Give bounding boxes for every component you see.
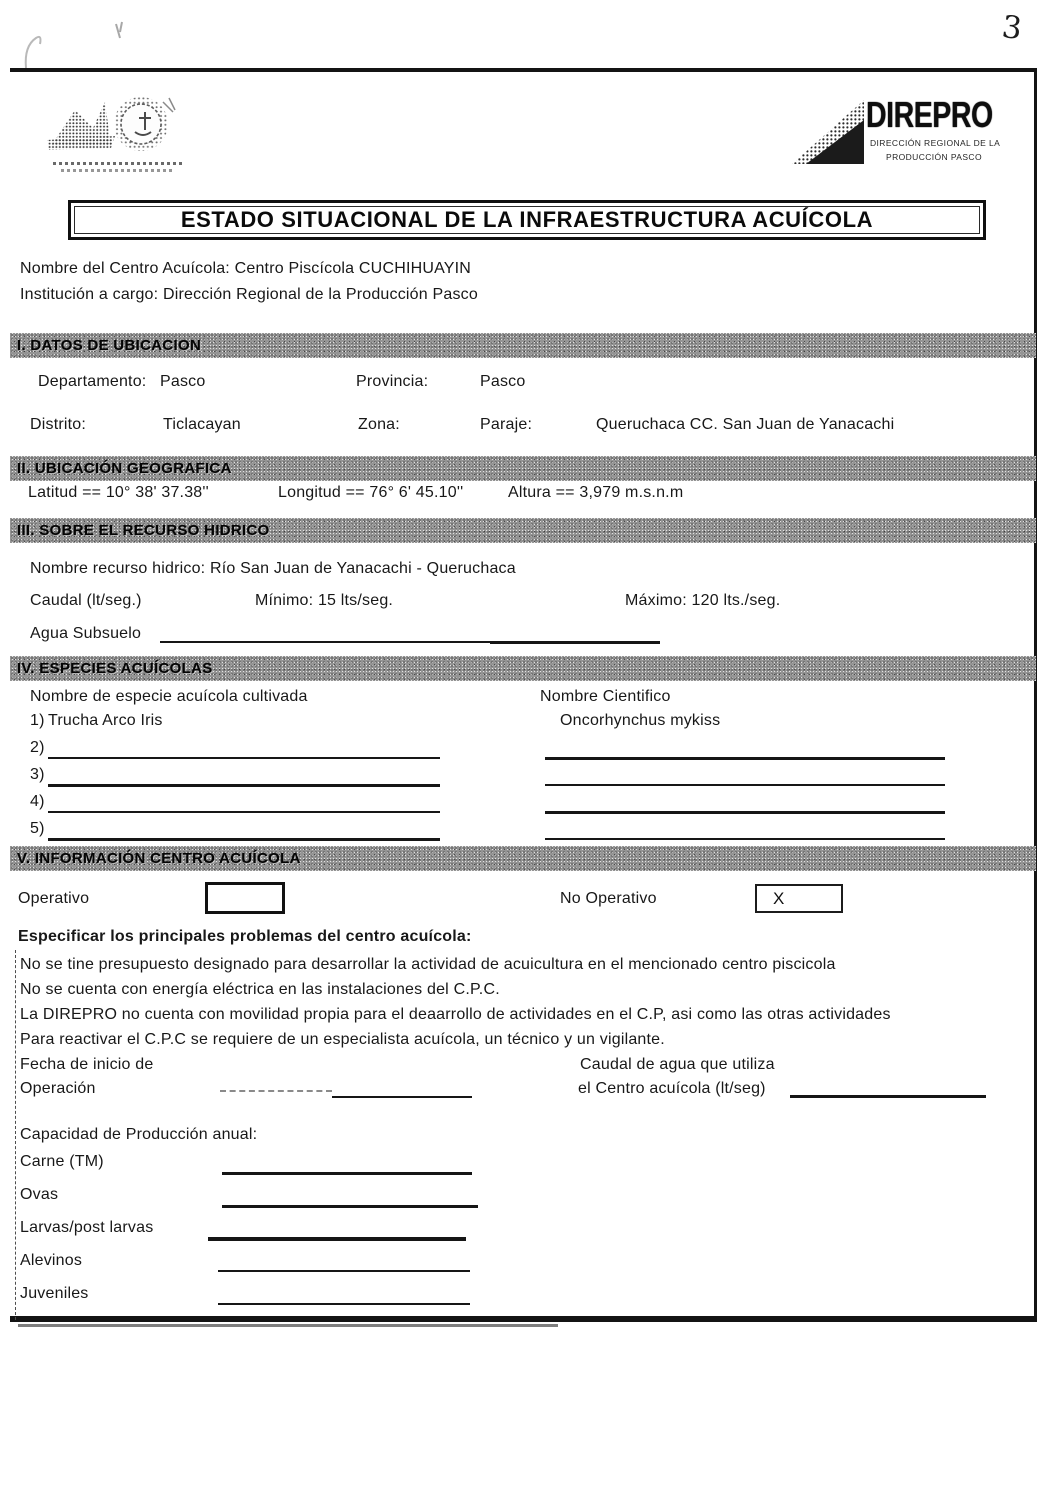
operativo-label: Operativo bbox=[18, 890, 90, 907]
longitud-value: Longitud == 76° 6' 45.10'' bbox=[278, 484, 464, 501]
bottom-rule-smear bbox=[18, 1324, 558, 1327]
caudal-label: Caudal (lt/seg.) bbox=[30, 592, 142, 609]
section-5-heading: V. INFORMACIÓN CENTRO ACUÍCOLA bbox=[17, 850, 301, 867]
section-5-band bbox=[10, 846, 1036, 871]
recurso-hidrico-line: Nombre recurso hidrico: Río San Juan de Yanacachi - Queruchaca bbox=[30, 560, 516, 577]
institucion-line: Institución a cargo: Dirección Regional de la Producción Pasco bbox=[20, 286, 478, 303]
paraje-value: Queruchaca CC. San Juan de Yanacachi bbox=[596, 416, 895, 433]
departamento-value: Pasco bbox=[160, 373, 206, 390]
caudal-utiliza-label-1: Caudal de agua que utiliza bbox=[580, 1056, 775, 1073]
direpro-mountain-icon bbox=[790, 98, 870, 170]
caudal-utiliza-line[interactable] bbox=[790, 1095, 986, 1098]
capacidad-juveniles-label: Juveniles bbox=[20, 1285, 89, 1302]
handwritten-page-number: 3 bbox=[999, 8, 1024, 48]
capacidad-alevinos-line[interactable] bbox=[218, 1270, 470, 1272]
capacidad-heading: Capacidad de Producción anual: bbox=[20, 1126, 258, 1143]
section-4-heading: IV. ESPECIES ACUÍCOLAS bbox=[17, 660, 213, 677]
fecha-inicio-line[interactable] bbox=[332, 1096, 472, 1098]
caudal-maximo-value: Máximo: 120 lts./seg. bbox=[625, 592, 781, 609]
left-logo-caption-line2 bbox=[61, 169, 173, 172]
problem-line-2: No se cuenta con energía eléctrica en las instalaciones del C.P.C. bbox=[20, 981, 500, 998]
provincia-label: Provincia: bbox=[356, 373, 429, 390]
especie-row-1-num: 1) bbox=[30, 712, 45, 729]
cientifico-row-5-line[interactable] bbox=[545, 838, 945, 840]
regional-emblem-icon bbox=[45, 88, 195, 160]
cientifico-row-2-line[interactable] bbox=[545, 757, 945, 760]
capacidad-carne-label: Carne (TM) bbox=[20, 1153, 104, 1170]
no-operativo-label: No Operativo bbox=[560, 890, 657, 907]
capacidad-larvas-label: Larvas/post larvas bbox=[20, 1219, 154, 1236]
section-2-heading: II. UBICACIÓN GEOGRAFICA bbox=[17, 460, 232, 477]
fecha-inicio-line-faint[interactable] bbox=[220, 1088, 332, 1092]
section-4-band bbox=[10, 656, 1036, 681]
capacidad-larvas-line[interactable] bbox=[208, 1237, 466, 1241]
form-title-box bbox=[68, 200, 986, 240]
latitud-value: Latitud == 10° 38' 37.38'' bbox=[28, 484, 209, 501]
problems-heading: Especificar los principales problemas del centro acuícola: bbox=[18, 928, 472, 945]
section-3-heading: III. SOBRE EL RECURSO HIDRICO bbox=[17, 522, 270, 539]
section-3-band bbox=[10, 518, 1036, 543]
especie-row-5-num: 5) bbox=[30, 820, 45, 837]
especie-row-4-line[interactable] bbox=[48, 811, 440, 813]
cientifico-row-3-line[interactable] bbox=[545, 784, 945, 786]
altura-value: Altura == 3,979 m.s.n.m bbox=[508, 484, 684, 501]
regional-emblem-logo bbox=[45, 88, 195, 188]
form-title-inner-border bbox=[74, 206, 980, 234]
problem-line-3: La DIREPRO no cuenta con movilidad propia para el deaarrollo de actividades en el C.P, asi como las otras actividades bbox=[20, 1006, 891, 1023]
section-1-heading: I. DATOS DE UBICACION bbox=[17, 337, 202, 354]
left-logo-caption-line1 bbox=[53, 162, 185, 165]
capacidad-carne-line[interactable] bbox=[222, 1172, 472, 1175]
especie-row-3-line[interactable] bbox=[48, 784, 440, 787]
distrito-label: Distrito: bbox=[30, 416, 87, 433]
direpro-logo bbox=[790, 92, 1005, 182]
bottom-rule bbox=[10, 1316, 1037, 1322]
paraje-label: Paraje: bbox=[480, 416, 533, 433]
no-operativo-checkbox[interactable]: X bbox=[755, 884, 843, 913]
especie-row-1-value: Trucha Arco Iris bbox=[48, 712, 163, 729]
section-1-band bbox=[10, 333, 1036, 358]
agua-subsuelo-line-2[interactable] bbox=[490, 641, 660, 644]
centro-acuicola-line: Nombre del Centro Acuícola: Centro Piscícola CUCHIHUAYIN bbox=[20, 260, 472, 277]
caudal-utiliza-label-2: el Centro acuícola (lt/seg) bbox=[578, 1080, 766, 1097]
top-rule bbox=[10, 68, 1037, 72]
especie-row-2-line[interactable] bbox=[48, 757, 440, 759]
form-title: ESTADO SITUACIONAL DE LA INFRAESTRUCTURA ACUÍCOLA bbox=[180, 207, 874, 232]
provincia-value: Pasco bbox=[480, 373, 526, 390]
capacidad-ovas-line[interactable] bbox=[222, 1205, 478, 1208]
direpro-subtitle-1: DIRECCIÓN REGIONAL DE LA bbox=[870, 138, 1001, 148]
agua-subsuelo-line[interactable] bbox=[160, 641, 490, 643]
right-rule bbox=[1034, 68, 1037, 1322]
agua-subsuelo-label: Agua Subsuelo bbox=[30, 625, 142, 642]
especie-col-header: Nombre de especie acuícola cultivada bbox=[30, 688, 308, 705]
capacidad-juveniles-line[interactable] bbox=[218, 1303, 470, 1305]
especie-row-5-line[interactable] bbox=[48, 838, 440, 841]
operativo-checkbox[interactable] bbox=[205, 882, 285, 914]
left-dotted-rail bbox=[15, 950, 16, 1320]
fecha-inicio-label-1: Fecha de inicio de bbox=[20, 1056, 154, 1073]
caudal-minimo-value: Mínimo: 15 lts/seg. bbox=[255, 592, 394, 609]
especie-row-3-num: 3) bbox=[30, 766, 45, 783]
direpro-subtitle-2: PRODUCCIÓN PASCO bbox=[886, 152, 982, 162]
cientifico-row-4-line[interactable] bbox=[545, 811, 945, 814]
section-2-band bbox=[10, 456, 1036, 481]
direpro-wordmark: DIREPRO bbox=[866, 94, 993, 136]
especie-row-2-num: 2) bbox=[30, 739, 45, 756]
fecha-inicio-label-2: Operación bbox=[20, 1080, 96, 1097]
capacidad-alevinos-label: Alevinos bbox=[20, 1252, 83, 1269]
distrito-value: Ticlacayan bbox=[163, 416, 241, 433]
problem-line-1: No se tine presupuesto designado para desarrollar la actividad de acuicultura en el mencionado centro piscicola bbox=[20, 956, 836, 973]
cientifico-row-1-value: Oncorhynchus mykiss bbox=[560, 712, 721, 729]
problem-line-4: Para reactivar el C.P.C se requiere de un especialista acuícola, un técnico y un vigilante. bbox=[20, 1031, 665, 1048]
cientifico-col-header: Nombre Cientifico bbox=[540, 688, 671, 705]
especie-row-4-num: 4) bbox=[30, 793, 45, 810]
zona-label: Zona: bbox=[358, 416, 400, 433]
capacidad-ovas-label: Ovas bbox=[20, 1186, 59, 1203]
departamento-label: Departamento: bbox=[38, 373, 147, 390]
